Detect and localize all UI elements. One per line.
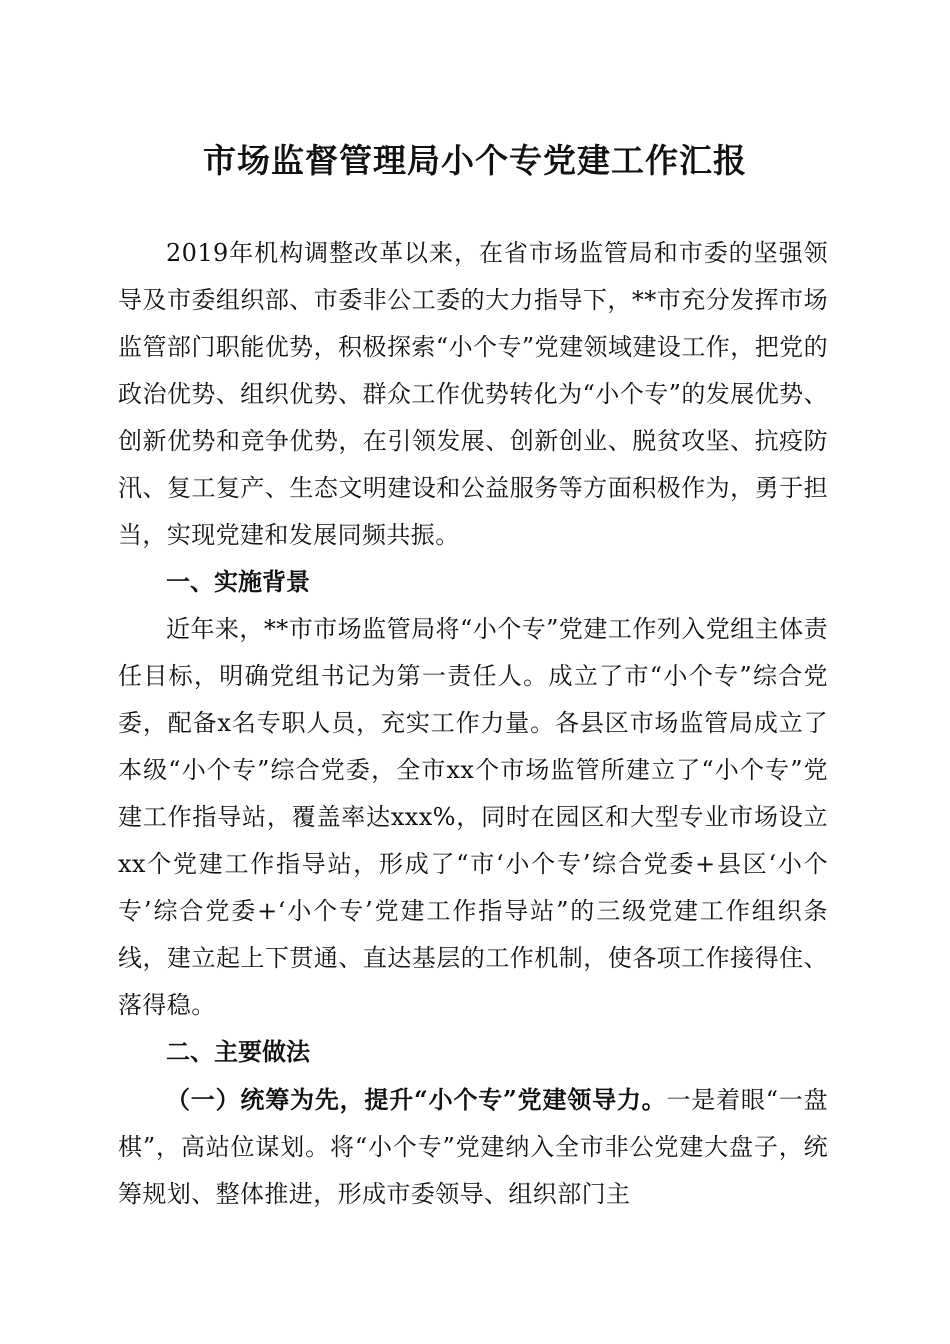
background-paragraph: 近年来，**市市场监管局将“小个专”党建工作列入党组主体责任目标，明确党组书记为第一责任人。成立了市“小个专”综合党委，配备x名专职人员，充实工作力量。各县区市场监管局成立了本级“小个专”综合党委，全市xx个市场监管所建立了“小个专”党建工作指导站，覆盖率达xxx%，同时在园区和大型专业市场设立xx个党建工作指导站，形成了“市‘小个专’综合党委+县区‘小个专’综合党委+‘小个专’党建工作指导站”的三级党建工作组织条线，建立起上下贯通、直达基层的工作机制，使各项工作接得住、落得稳。	[118, 615, 828, 1019]
intro-paragraph: 2019年机构调整改革以来，在省市场监管局和市委的坚强领导及市委组织部、市委非公工委的大力指导下，**市充分发挥市场监管部门职能优势，积极探索“小个专”党建领域建设工作，把党的政治优势、组织优势、群众工作优势转化为“小个专”的发展优势、创新优势和竞争优势，在引领发展、创新创业、脱贫攻坚、抗疫防汛、复工复产、生态文明建设和公益服务等方面积极作为，勇于担当，实现党建和发展同频共振。	[118, 239, 828, 549]
subsection-lead: （一）统筹为先，提升“小个专”党建领导力。	[166, 1085, 667, 1114]
subsection-text: 一是着眼“一盘棋”，高站位谋划。将“小个专”党建纳入全市非公党建大盘子，统筹规划、整体推进，形成市委领导、组织部门主	[118, 1086, 828, 1208]
section-heading-background: 一、实施背景	[166, 568, 310, 596]
practices-paragraph	[118, 1076, 828, 1218]
section-heading-main-practices: 二、主要做法	[166, 1038, 310, 1066]
document-body	[118, 230, 828, 1218]
document-title: 市场监督管理局小个专党建工作汇报	[203, 141, 747, 180]
